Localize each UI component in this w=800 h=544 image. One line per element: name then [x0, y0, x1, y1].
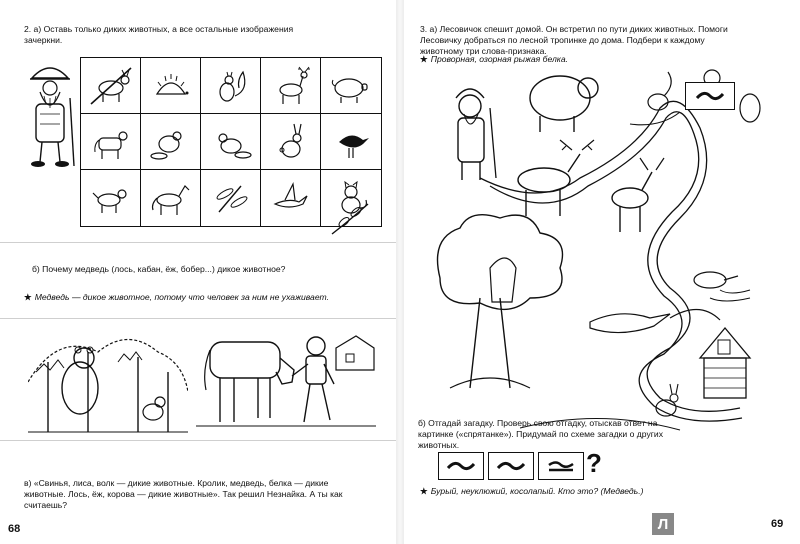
- boy-cow-icon: [196, 324, 376, 436]
- grid-cell[interactable]: [81, 58, 141, 114]
- branch-icon: [330, 200, 370, 238]
- grid-cell[interactable]: [321, 58, 381, 114]
- page-number-right: 69: [771, 518, 784, 530]
- dragonfly-icon: [209, 178, 253, 218]
- bird-icon: [269, 178, 313, 218]
- section-divider: [0, 242, 396, 243]
- book-gutter: [396, 0, 404, 544]
- crow-icon: [329, 122, 373, 162]
- beaver-icon: [149, 122, 193, 162]
- horse-icon: [149, 178, 193, 218]
- forest-man-icon: [22, 58, 78, 168]
- page-number-left: 68: [8, 523, 21, 535]
- tilde-scheme-icon: [446, 460, 476, 472]
- forest-path-illustration: [420, 68, 770, 438]
- goat-icon: [89, 66, 133, 106]
- section-divider: [0, 318, 396, 319]
- task-3a-text: 3. а) Лесовичок спешит домой. Он встретил по пути диких животных. Помоги Лесовичку добраться по лесной тропинке до дома. Подбери к каждому животному три слова-признака.: [420, 24, 728, 56]
- grid-cell[interactable]: [141, 58, 201, 114]
- left-page: [0, 0, 396, 544]
- deer-icon: [269, 66, 313, 106]
- answer-3a-text: ★ Проворная, озорная рыжая белка.: [420, 54, 569, 64]
- star-icon: ★: [420, 486, 428, 496]
- tilde-scheme-icon: [496, 460, 526, 472]
- grid-cell[interactable]: [261, 114, 321, 170]
- grid-cell[interactable]: [81, 170, 141, 226]
- rabbit-icon: [269, 122, 313, 162]
- grid-cell[interactable]: [141, 114, 201, 170]
- question-mark: ?: [586, 448, 602, 478]
- bear-forest-icon: [28, 322, 188, 434]
- scheme-sign: [685, 82, 735, 110]
- equals-scheme-icon: [546, 460, 576, 472]
- hedgehog-icon: [149, 66, 193, 106]
- star-icon: ★: [24, 292, 32, 302]
- grid-cell[interactable]: [321, 114, 381, 170]
- publisher-logo: Л: [652, 513, 674, 535]
- scheme-box-1: [438, 452, 484, 480]
- grid-cell[interactable]: [261, 170, 321, 226]
- beaver-icon: [209, 122, 253, 162]
- task-2c-text: в) «Свинья, лиса, волк — дикие животные. Кролик, медведь, белка — дикие животные. Лось, ёж, корова — дикие животные». Так решил Незнайка. А ты как считаешь?: [24, 478, 343, 510]
- squirrel-icon: [209, 66, 253, 106]
- answer-3b-text: ★ Бурый, неуклюжий, косолапый. Кто это? (Медведь.): [420, 486, 644, 496]
- tilde-scheme-icon: [695, 90, 725, 102]
- task-2b-text: б) Почему медведь (лось, кабан, ёж, бобер...) дикое животное?: [32, 264, 286, 274]
- grid-cell[interactable]: [201, 58, 261, 114]
- grid-cell[interactable]: [141, 170, 201, 226]
- grid-cell[interactable]: [201, 170, 261, 226]
- grid-cell[interactable]: [81, 114, 141, 170]
- scheme-box-3: [538, 452, 584, 480]
- pig-icon: [329, 66, 373, 106]
- grid-cell[interactable]: [261, 58, 321, 114]
- grid-cell[interactable]: [201, 114, 261, 170]
- scheme-box-2: [488, 452, 534, 480]
- task-3b-text: б) Отгадай загадку. Проверь свою отгадку, отыскав ответ на картинке («спрятанке»). Придумай по схеме загадки о других животных.: [418, 418, 663, 450]
- dog-icon: [89, 178, 133, 218]
- star-icon: ★: [420, 54, 428, 64]
- cow-icon: [89, 122, 133, 162]
- task-2a-text: 2. а) Оставь только диких животных, а все остальные изображения зачеркни.: [24, 24, 294, 45]
- answer-2b-text: ★ Медведь — дикое животное, потому что человек за ним не ухаживает.: [24, 292, 329, 302]
- section-divider: [0, 440, 396, 441]
